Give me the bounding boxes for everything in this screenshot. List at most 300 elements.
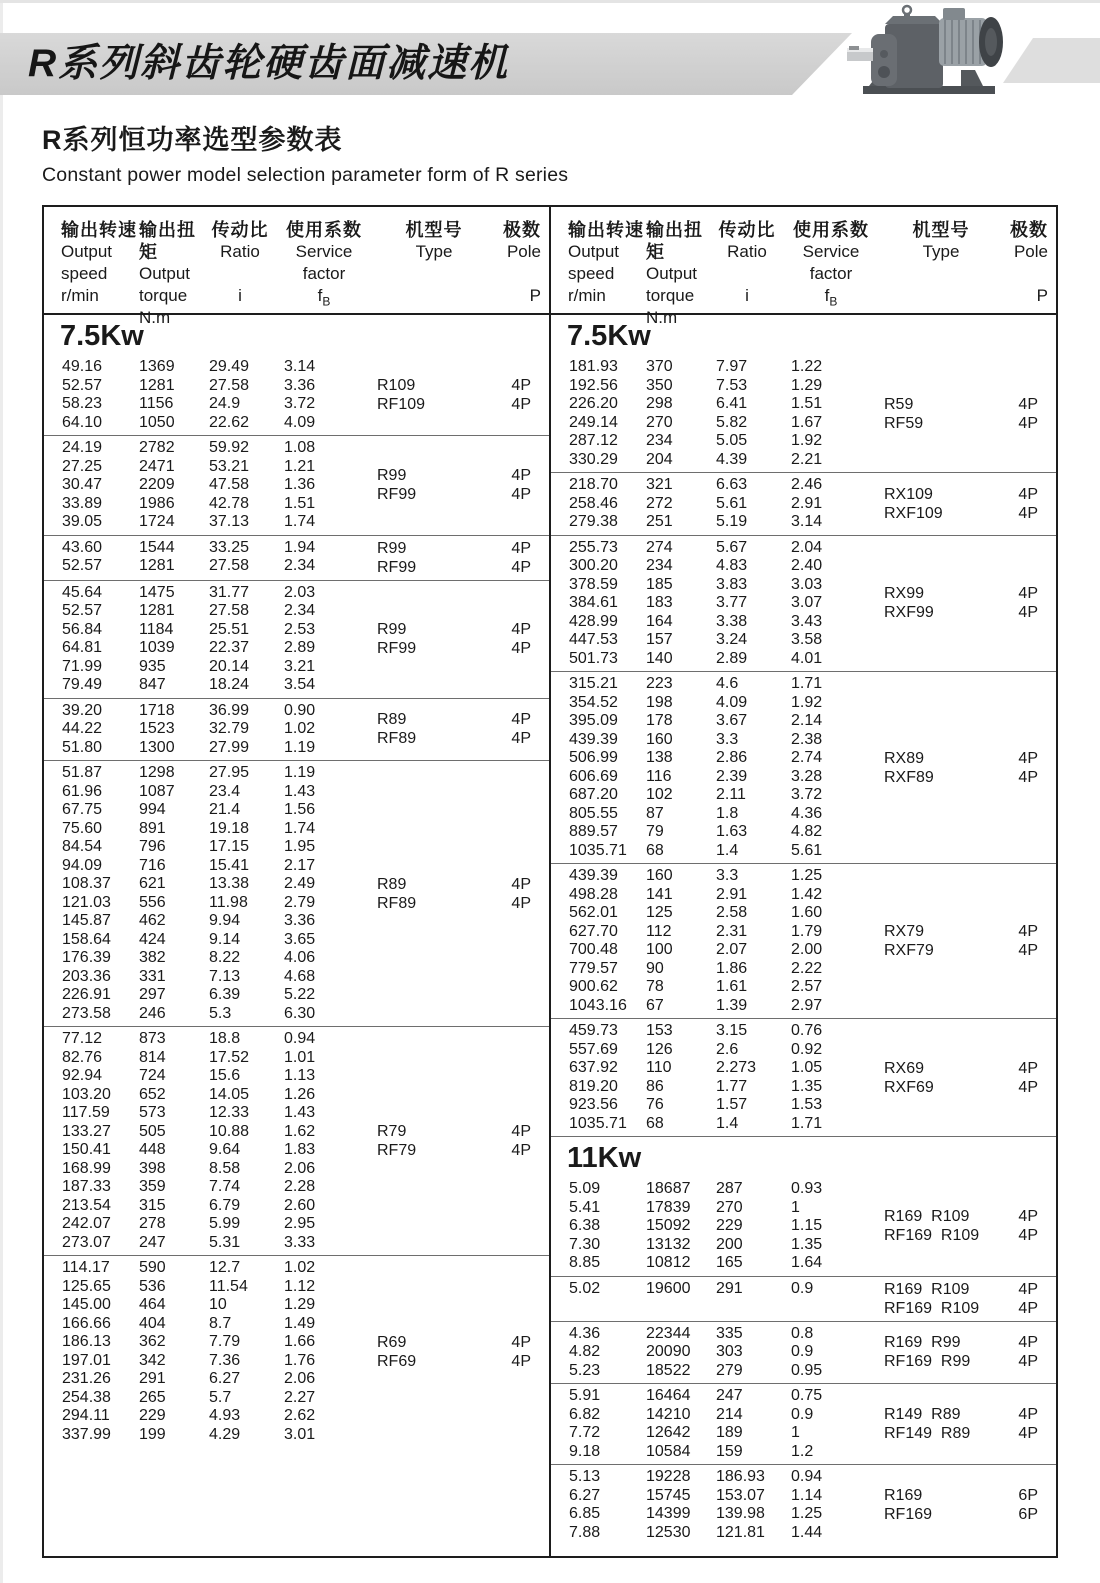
column-headers: [551, 207, 1056, 327]
pole-value: 4P: [1018, 1299, 1038, 1317]
cell-output-speed: 7.30: [569, 1235, 601, 1253]
cell-service-factor: 0.8: [791, 1324, 814, 1342]
cell-output-speed: 315.21: [569, 675, 618, 692]
pole-value: 4P: [511, 711, 531, 729]
group-rows: [551, 1387, 884, 1461]
cell-output-torque: 270: [646, 413, 673, 431]
cell-output-torque: 556: [139, 893, 166, 911]
cell-service-factor: 4.82: [791, 823, 823, 840]
page-title: R系列恒功率选型参数表: [42, 125, 343, 155]
table-row: [44, 949, 377, 968]
cell-service-factor: 1.94: [284, 538, 316, 556]
cell-service-factor: 2.53: [284, 620, 316, 638]
model-type: R169 R99: [884, 1334, 961, 1352]
cell-ratio: 24.9: [209, 395, 241, 412]
cell-service-factor: 3.03: [791, 575, 823, 593]
group-types: [884, 1325, 1056, 1381]
type-line: [377, 485, 549, 504]
cell-ratio: 335: [716, 1324, 743, 1342]
table-row: [44, 495, 377, 514]
cell-output-speed: 900.62: [569, 978, 618, 995]
cell-output-torque: 265: [139, 1388, 166, 1406]
cell-output-speed: 186.13: [62, 1333, 111, 1350]
table-row: [44, 1389, 377, 1408]
cell-service-factor: 1.19: [284, 764, 316, 781]
group-rows: [44, 1259, 377, 1444]
group-rows: [44, 439, 377, 532]
table-row: [44, 783, 377, 802]
cell-output-speed: 6.82: [569, 1405, 601, 1423]
header-col-ratio: [209, 219, 271, 313]
cell-output-torque: 1369: [139, 358, 175, 375]
type-line: [884, 1333, 1056, 1352]
col-factor-unit-sub: B: [829, 294, 838, 309]
cell-service-factor: 2.91: [791, 494, 823, 512]
table-row: [551, 978, 884, 997]
model-type: RX89: [884, 749, 925, 767]
cell-service-factor: 1.74: [284, 513, 316, 530]
cell-output-speed: 226.91: [62, 986, 111, 1003]
cell-ratio: 6.27: [209, 1370, 241, 1387]
pole-value: 4P: [511, 640, 531, 657]
cell-output-torque: 76: [646, 1096, 664, 1113]
cell-ratio: 18.8: [209, 1030, 241, 1047]
table-row: [44, 1315, 377, 1334]
cell-ratio: 27.58: [209, 376, 250, 394]
cell-service-factor: 2.04: [791, 538, 823, 556]
group-types: [377, 1030, 549, 1252]
pole-value: 4P: [511, 1333, 531, 1351]
model-type: R169: [884, 1487, 923, 1504]
cell-service-factor: 2.74: [791, 749, 823, 766]
cell-output-torque: 590: [139, 1259, 166, 1276]
cell-output-speed: 273.07: [62, 1233, 111, 1251]
pole-value: 4P: [1018, 504, 1038, 522]
table-row: [551, 749, 884, 768]
table-row: [551, 768, 884, 787]
cell-output-speed: 5.23: [569, 1361, 601, 1379]
cell-output-speed: 923.56: [569, 1096, 618, 1113]
pole-value: 4P: [1018, 585, 1038, 603]
power-section-heading: 11Kw: [567, 1142, 642, 1174]
table-row: [44, 358, 377, 377]
cell-ratio: 4.29: [209, 1425, 241, 1443]
col-pole-unit: P: [529, 286, 541, 305]
type-line: [884, 1059, 1056, 1078]
table-row: [551, 1280, 884, 1299]
cell-output-speed: 75.60: [62, 819, 103, 837]
data-group: [44, 536, 549, 581]
cell-output-speed: 158.64: [62, 930, 111, 948]
cell-service-factor: 1: [791, 1198, 800, 1216]
cell-output-speed: 330.29: [569, 450, 618, 468]
cell-service-factor: 0.90: [284, 701, 316, 719]
cell-service-factor: 3.65: [284, 930, 316, 948]
col-factor-unit: [791, 285, 871, 312]
data-group: [551, 1384, 1056, 1465]
cell-ratio: 36.99: [209, 701, 250, 719]
cell-ratio: 8.22: [209, 949, 241, 966]
cell-output-speed: 61.96: [62, 782, 103, 800]
cell-service-factor: 1.15: [791, 1217, 823, 1234]
cell-output-speed: 108.37: [62, 875, 111, 892]
table-row: [44, 439, 377, 458]
pole-value: 4P: [511, 730, 531, 748]
col-factor-unit-symbol: f: [317, 286, 323, 305]
data-group: [551, 1465, 1056, 1545]
cell-output-speed: 439.39: [569, 730, 618, 748]
pole-value: 4P: [1018, 923, 1038, 940]
model-type: R69: [377, 1333, 407, 1351]
cell-service-factor: 1.67: [791, 413, 823, 431]
cell-ratio: 13.38: [209, 875, 250, 892]
model-type: RF99: [377, 558, 417, 576]
cell-ratio: 21.4: [209, 801, 241, 818]
cell-service-factor: 1.53: [791, 1096, 823, 1113]
table-row: [44, 1234, 377, 1253]
cell-output-torque: 68: [646, 1114, 664, 1132]
pole-value: 4P: [1018, 1078, 1038, 1096]
column-headers: [44, 207, 549, 327]
cell-output-speed: 203.36: [62, 967, 111, 985]
cell-ratio: 7.74: [209, 1178, 241, 1195]
table-row: [44, 820, 377, 839]
cell-ratio: 8.7: [209, 1314, 232, 1332]
cell-output-torque: 362: [139, 1333, 166, 1350]
type-line: [884, 922, 1056, 941]
table-row: [551, 495, 884, 514]
cell-output-speed: 447.53: [569, 631, 618, 648]
type-line: [884, 1405, 1056, 1424]
cell-output-speed: 43.60: [62, 538, 103, 556]
table-row: [44, 1067, 377, 1086]
cell-service-factor: 1.02: [284, 720, 316, 737]
group-types: [884, 358, 1056, 469]
cell-output-speed: 254.38: [62, 1388, 111, 1406]
table-row: [44, 968, 377, 987]
model-type: RF169: [884, 1506, 933, 1523]
table-row: [551, 539, 884, 558]
cell-output-speed: 145.87: [62, 912, 111, 929]
col-ratio-spacer: [209, 263, 271, 285]
cell-ratio: 1.57: [716, 1096, 748, 1113]
model-type: R149 R89: [884, 1406, 961, 1423]
cell-ratio: 10: [209, 1296, 227, 1313]
cell-output-speed: 39.20: [62, 701, 103, 719]
model-type: RF169 R109: [884, 1299, 980, 1317]
cell-service-factor: 2.40: [791, 557, 823, 574]
cell-output-speed: 92.94: [62, 1067, 103, 1084]
cell-ratio: 270: [716, 1198, 743, 1216]
cell-output-torque: 342: [139, 1351, 166, 1369]
type-line: [377, 1333, 549, 1352]
col-pole-spacer: [494, 263, 541, 285]
cell-output-speed: 197.01: [62, 1351, 111, 1369]
cell-output-speed: 231.26: [62, 1370, 111, 1387]
table-row: [551, 1468, 884, 1487]
cell-output-torque: 398: [139, 1159, 166, 1177]
cell-output-torque: 448: [139, 1141, 166, 1158]
group-types: [884, 867, 1056, 1015]
gear-motor-image: [843, 2, 1015, 102]
cell-output-speed: 279.38: [569, 513, 618, 530]
cell-service-factor: 1.02: [284, 1259, 316, 1276]
cell-output-torque: 223: [646, 675, 673, 692]
group-types: [377, 439, 549, 532]
table-right-half: [549, 207, 1056, 1556]
cell-ratio: 3.24: [716, 631, 748, 648]
cell-output-torque: 536: [139, 1277, 166, 1295]
cell-ratio: 139.98: [716, 1505, 765, 1522]
cell-output-torque: 68: [646, 841, 664, 859]
cell-service-factor: 2.89: [284, 639, 316, 656]
cell-output-speed: 67.75: [62, 801, 103, 818]
cell-output-torque: 716: [139, 856, 166, 874]
col-speed-unit: r/min: [61, 286, 99, 305]
cell-service-factor: 0.92: [791, 1040, 823, 1058]
cell-output-torque: 10584: [646, 1442, 691, 1460]
cell-output-speed: 255.73: [569, 538, 618, 556]
table-row: [44, 702, 377, 721]
cell-output-speed: 354.52: [569, 693, 618, 711]
cell-ratio: 1.4: [716, 841, 739, 859]
col-torque-en2: torque: [139, 286, 188, 305]
type-line: [377, 1141, 549, 1160]
cell-output-speed: 1035.71: [569, 841, 627, 859]
group-rows: [44, 702, 377, 758]
col-ratio-unit: i: [238, 286, 242, 305]
cell-output-speed: 24.19: [62, 439, 103, 456]
cell-output-torque: 2209: [139, 476, 175, 493]
header-col-ratio: [716, 219, 778, 313]
type-line: [377, 466, 549, 485]
cell-output-speed: 79.49: [62, 676, 103, 693]
cell-output-speed: 125.65: [62, 1277, 111, 1295]
table-row: [551, 451, 884, 470]
table-row: [44, 1370, 377, 1389]
cell-service-factor: 1.49: [284, 1314, 316, 1332]
cell-ratio: 11.98: [209, 893, 248, 911]
cell-ratio: 15.6: [209, 1067, 241, 1084]
cell-ratio: 9.14: [209, 930, 241, 948]
table-row: [44, 986, 377, 1005]
cell-service-factor: 1.92: [791, 432, 823, 449]
group-rows: [551, 1022, 884, 1133]
cell-ratio: 7.53: [716, 376, 748, 394]
cell-output-torque: 1039: [139, 639, 175, 656]
table-row: [551, 1487, 884, 1506]
group-types: [377, 702, 549, 758]
cell-output-torque: 198: [646, 693, 673, 711]
type-line: [377, 1352, 549, 1371]
table-row: [551, 805, 884, 824]
table-row: [551, 1096, 884, 1115]
col-pole-zh: 极数: [503, 220, 541, 240]
cell-service-factor: 3.28: [791, 767, 823, 785]
data-group: [551, 1277, 1056, 1322]
table-row: [551, 1180, 884, 1199]
table-row: [551, 1022, 884, 1041]
cell-service-factor: 0.9: [791, 1405, 814, 1423]
table-row: [44, 639, 377, 658]
table-row: [44, 1352, 377, 1371]
cell-service-factor: 2.38: [791, 730, 823, 748]
col-type-zh: 机型号: [912, 220, 970, 240]
cell-output-torque: 126: [646, 1040, 673, 1058]
cell-ratio: 32.79: [209, 720, 250, 737]
pole-value: 4P: [1018, 1334, 1038, 1352]
cell-output-torque: 19600: [646, 1279, 691, 1297]
cell-output-speed: 384.61: [569, 594, 618, 611]
cell-output-torque: 78: [646, 978, 664, 995]
col-factor-unit-sub: B: [322, 294, 331, 309]
table-row: [551, 1325, 884, 1344]
table-row: [551, 1443, 884, 1462]
cell-output-speed: 166.66: [62, 1314, 111, 1332]
model-type: RF149 R89: [884, 1425, 971, 1442]
cell-service-factor: 1.12: [284, 1277, 316, 1295]
cell-output-torque: 251: [646, 513, 673, 530]
cell-output-torque: 160: [646, 867, 673, 884]
model-type: R79: [377, 1123, 407, 1140]
cell-service-factor: 1.74: [284, 819, 316, 837]
cell-output-torque: 935: [139, 657, 166, 675]
pole-value: 4P: [1018, 604, 1038, 622]
cell-output-speed: 287.12: [569, 432, 618, 449]
table-row: [44, 1333, 377, 1352]
cell-output-speed: 39.05: [62, 513, 103, 530]
table-row: [551, 1505, 884, 1524]
model-type: RX99: [884, 585, 925, 603]
cell-ratio: 22.37: [209, 639, 250, 656]
group-rows: [551, 1468, 884, 1542]
cell-service-factor: 1.14: [791, 1486, 823, 1504]
cell-service-factor: 2.27: [284, 1388, 316, 1406]
cell-output-torque: 1475: [139, 583, 175, 601]
cell-output-torque: 164: [646, 612, 673, 630]
cell-output-speed: 7.72: [569, 1424, 601, 1441]
table-row: [551, 1343, 884, 1362]
cell-ratio: 1.61: [716, 978, 748, 995]
table-row: [44, 875, 377, 894]
table-row: [44, 395, 377, 414]
model-type: RF89: [377, 894, 417, 912]
cell-output-speed: 1043.16: [569, 996, 627, 1014]
model-type: RF169 R99: [884, 1353, 971, 1371]
cell-service-factor: 0.93: [791, 1180, 823, 1197]
table-row: [551, 886, 884, 905]
group-rows: [551, 1325, 884, 1381]
cell-output-torque: 229: [139, 1407, 166, 1424]
pole-value: 4P: [1018, 1425, 1038, 1442]
pole-value: 4P: [1018, 1227, 1038, 1245]
type-line: [884, 941, 1056, 960]
cell-output-torque: 724: [139, 1067, 166, 1084]
cell-output-torque: 17839: [646, 1198, 691, 1216]
cell-service-factor: 3.33: [284, 1233, 316, 1251]
table-row: [44, 1296, 377, 1315]
type-line: [884, 485, 1056, 504]
cell-service-factor: 4.36: [791, 804, 823, 822]
cell-ratio: 15.41: [209, 856, 250, 874]
table-row: [44, 1426, 377, 1445]
table-row: [551, 904, 884, 923]
cell-ratio: 214: [716, 1405, 743, 1423]
cell-output-torque: 424: [139, 930, 166, 948]
table-row: [551, 960, 884, 979]
pole-value: 4P: [511, 486, 531, 504]
cell-service-factor: 3.72: [791, 786, 823, 803]
table-row: [551, 594, 884, 613]
cell-output-torque: 873: [139, 1030, 166, 1047]
cell-service-factor: 1.05: [791, 1059, 823, 1076]
col-speed-zh: 输出转速: [61, 220, 137, 240]
cell-ratio: 5.82: [716, 413, 748, 431]
table-row: [551, 941, 884, 960]
cell-ratio: 17.15: [209, 838, 250, 855]
table-row: [551, 395, 884, 414]
pole-value: 4P: [511, 1352, 531, 1370]
cell-ratio: 2.89: [716, 649, 748, 667]
data-group: [551, 473, 1056, 536]
cell-output-torque: 12530: [646, 1523, 691, 1541]
model-type: R99: [377, 539, 407, 557]
model-type: RF99: [377, 486, 417, 504]
cell-ratio: 5.05: [716, 432, 748, 449]
cell-ratio: 5.7: [209, 1388, 232, 1406]
table-row: [551, 576, 884, 595]
cell-output-torque: 1184: [139, 620, 174, 638]
cell-service-factor: 5.61: [791, 841, 823, 859]
table-row: [44, 931, 377, 950]
data-group: [551, 1322, 1056, 1385]
cell-ratio: 2.11: [716, 786, 746, 803]
table-row: [44, 764, 377, 783]
group-types: [884, 1280, 1056, 1318]
table-row: [551, 358, 884, 377]
type-line: [377, 875, 549, 894]
col-pole-spacer: [1001, 263, 1048, 285]
cell-ratio: 9.64: [209, 1141, 241, 1158]
cell-output-torque: 138: [646, 749, 673, 766]
table-row: [551, 613, 884, 632]
pole-value: 4P: [1018, 768, 1038, 786]
table-row: [551, 432, 884, 451]
cell-output-torque: 116: [646, 767, 672, 785]
table-row: [44, 1005, 377, 1024]
cell-output-torque: 274: [646, 538, 673, 556]
cell-service-factor: 2.00: [791, 941, 823, 958]
cell-output-speed: 4.36: [569, 1324, 601, 1342]
cell-output-torque: 20090: [646, 1343, 691, 1360]
table-row: [551, 414, 884, 433]
cell-ratio: 14.05: [209, 1085, 250, 1103]
cell-ratio: 47.58: [209, 476, 250, 493]
cell-service-factor: 1.2: [791, 1442, 814, 1460]
col-pole-en1: Pole: [1013, 242, 1048, 261]
table-row: [551, 786, 884, 805]
cell-service-factor: 1.01: [284, 1048, 316, 1066]
cell-service-factor: 4.06: [284, 949, 316, 966]
table-row: [44, 539, 377, 558]
cell-output-torque: 140: [646, 649, 673, 667]
banner-strip-right: [1003, 38, 1100, 83]
group-rows: [44, 1030, 377, 1252]
group-rows: [551, 358, 884, 469]
type-line: [377, 376, 549, 395]
data-group: [44, 761, 549, 1027]
type-line: [377, 639, 549, 658]
